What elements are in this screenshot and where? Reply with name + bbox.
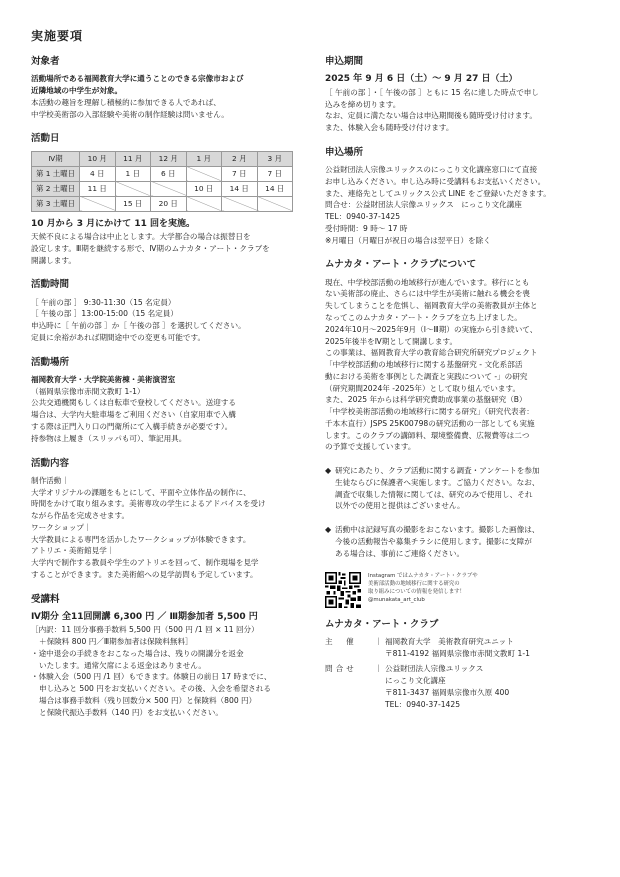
schedule-header-cell: 1 月 — [186, 151, 222, 166]
host-line: 〒811-4192 福岡県宗像市赤間文教町 1-1 — [385, 648, 530, 658]
schedule-cell-empty — [186, 166, 222, 181]
about-line: この事業は、福岡教育大学の教育総合研究所研究プロジェクト — [325, 348, 538, 358]
note-line: 活動中は記録写真の撮影をおこないます。撮影した画像は、 — [335, 525, 540, 535]
fee-line: ［内訳：11 回分事務手数料 5,500 円（500 円 /1 回 × 11 回分） — [31, 625, 259, 635]
place-line-1: 公共交通機関もしくは自転車で登校してください。送迎する — [31, 398, 237, 408]
fee-line: ・体験入会（500 円 /1 回）もできます。体験日の前日 17 時までに、 — [31, 672, 272, 682]
schedule-row — [32, 181, 293, 196]
about-line: の予算で支援しています。 — [325, 442, 416, 452]
note-line: 調査で収集した情報に関しては、研究のみで使用し、それ — [335, 489, 533, 499]
instagram-text — [368, 572, 478, 604]
about-line: します。このクラブの講師料、環境整備費、広報費等は二つ — [325, 430, 530, 440]
place-section — [31, 356, 306, 445]
note-line: 生徒ならびに保護者へ実施します。ご協力ください。なお、 — [335, 477, 540, 487]
instagram-line: Instagram ではムナカタ・アート・クラブや — [368, 572, 478, 579]
fee-headline: Ⅳ期分 全11回開講 6,300 円 ／ Ⅲ期参加者 5,500 円 — [31, 611, 258, 622]
period-section — [325, 55, 595, 134]
fee-section — [31, 593, 306, 719]
note-line: ある場合は、事前にご連絡ください。 — [335, 548, 465, 558]
place-address: （福岡県宗像市赤間文教町 1-1） — [31, 386, 145, 396]
fee-line: ・途中退会の手続きをおこなった場合は、残りの開講分を返金 — [31, 648, 244, 658]
about-section — [325, 258, 595, 453]
schedule-header-cell: 12 月 — [151, 151, 187, 166]
about-line: （研究期間2024年 -2025年）として取り組んでいます。 — [325, 383, 521, 393]
about-line: なってこのムナカタ・アート・クラブを立ち上げました。 — [325, 312, 522, 322]
schedule-cell: 11 日 — [80, 181, 116, 196]
diamond-icon: ◆ — [325, 525, 332, 535]
period-line: また、体験入会も随時受け付けます。 — [325, 123, 454, 133]
contact-row — [325, 663, 595, 710]
schedule-header-row — [32, 151, 293, 166]
fee-line: と保険代振込手数料（140 円）をお支払いください。 — [39, 707, 223, 717]
target-line-1: 本活動の趣旨を理解し積極的に参加できる人であれば、 — [31, 97, 221, 107]
note-line: 研究にあたり、クラブ活動に関する調査・アンケートを参加 — [335, 466, 540, 476]
right-column — [325, 55, 595, 722]
about-line: 2024年10月〜2025年9月（Ⅰ〜Ⅲ期）の実施から引き続いて、 — [325, 324, 538, 334]
time-section — [31, 278, 306, 343]
separator: ｜ — [375, 636, 383, 646]
about-line: 2025年後半をⅣ期として開講します。 — [325, 336, 458, 346]
fee-line: 場合は事務手数料（残り回数分× 500 円）と保険料（800 円） — [39, 696, 257, 705]
schedule-cell-empty — [222, 196, 258, 211]
fee-line: いたします。通常欠席による返金はありません。 — [39, 660, 206, 670]
instagram-line: 美術部活動の地域移行に関する研究の — [368, 580, 460, 587]
target-title: 対象者 — [31, 56, 60, 67]
apply-place-note: ※月曜日（月曜日が祝日の場合は翌平日）を除く — [325, 235, 491, 245]
note-research — [325, 465, 595, 512]
schedule-cell: 4 日 — [80, 166, 116, 181]
fee-line: 申し込みと 500 円をお支払いください。その後、入会を希望される — [39, 684, 271, 694]
schedule-row-label: 第 3 土曜日 — [32, 196, 80, 211]
schedule-summary: 10 月から 3 月にかけて 11 回を実施。 — [31, 218, 195, 229]
period-line: なお、定員に満たない場合は申込期間後も随時受け付けます。 — [325, 111, 538, 121]
period-line: 込みを締め切ります。 — [325, 99, 401, 109]
contact-label: 問合せ — [325, 664, 357, 674]
club-title: ムナカタ・アート・クラブ — [325, 618, 439, 630]
instagram-handle[interactable]: @munakata_art_club — [368, 596, 425, 603]
about-line: 現在、中学校部活動の地域移行が進んでいます。移行にとも — [325, 277, 530, 287]
host-row — [325, 636, 595, 660]
content-sub-1-line: 時間をかけて取り組みます。美術専攻の学生によるアドバイスを受け — [31, 499, 266, 509]
schedule-note-3: 開講します。 — [31, 255, 76, 265]
schedule-title: 活動日 — [31, 133, 60, 145]
apply-place-title: 申込場所 — [325, 146, 364, 158]
time-line-1: ［ 午前の部 ］ 9:30-11:30（15 名定員） — [31, 297, 176, 307]
schedule-header-cell: 10 月 — [80, 151, 116, 166]
instagram-block — [325, 572, 595, 608]
apply-place-line: また、連絡先としてユリックス公式 LINE をご登録いただきます。 — [325, 188, 551, 198]
place-title: 活動場所 — [31, 356, 70, 368]
schedule-cell-empty — [257, 196, 293, 211]
place-line-3: する際は正門入り口の門衛所にて入構手続きが必要です）。 — [31, 421, 233, 431]
schedule-cell: 7 日 — [257, 166, 293, 181]
separator: ｜ — [375, 664, 383, 674]
schedule-cell: 1 日 — [115, 166, 151, 181]
schedule-header-cell: 11 月 — [115, 151, 151, 166]
schedule-cell-empty — [186, 196, 222, 211]
schedule-cell: 15 日 — [115, 196, 151, 211]
period-title: 申込期間 — [325, 56, 364, 67]
content-sub-1-line: ながら作品を完成させます。 — [31, 511, 130, 521]
apply-place-line: お申し込みください。申し込み時に受講料もお支払いください。 — [325, 176, 546, 186]
diamond-icon: ◆ — [325, 466, 332, 476]
schedule-header-cell: 2 月 — [222, 151, 258, 166]
time-line-3: 申込時に［ 午前の部 ］か［ 午後の部 ］を選択してください。 — [31, 321, 246, 331]
schedule-cell-empty — [151, 181, 187, 196]
schedule-row — [32, 166, 293, 181]
contact-line: にっこり文化講座 — [385, 676, 446, 686]
schedule-cell-empty — [115, 181, 151, 196]
about-line: 「中学校部活動の地域移行に関する基盤研究 - 文化系部活 — [325, 360, 523, 370]
about-line: 動における美術を事例とした調査と実践について -」の研究 — [325, 371, 528, 381]
host-line: 福岡教育大学 美術教育研究ユニット — [385, 636, 514, 646]
target-lead-2: 近隣地域の中学生が対象。 — [31, 86, 123, 96]
content-section — [31, 457, 306, 581]
contact-line: TEL：0940-37-1425 — [385, 699, 461, 709]
about-line: 千本木直行）JSPS 25K00798の研究活動の一部としても実施 — [325, 418, 535, 428]
qr-code-icon[interactable] — [325, 572, 361, 608]
club-section — [325, 618, 595, 711]
schedule-row-label: 第 2 土曜日 — [32, 181, 80, 196]
schedule-header-cell: Ⅳ期 — [32, 151, 80, 166]
content-title: 活動内容 — [31, 457, 70, 469]
schedule-cell-empty — [80, 196, 116, 211]
fee-line: ＋保険料 800 円／Ⅲ期参加者は保険料無料］ — [39, 637, 193, 647]
apply-place-line: 公益財団法人宗像ユリックスのにっこり文化講座窓口にて直接 — [325, 165, 538, 175]
target-line-2: 中学校美術部の入部経験や美術の制作経験は問いません。 — [31, 109, 229, 119]
note-photo — [325, 524, 595, 559]
apply-place-line: 問合せ：公益財団法人宗像ユリックス にっこり文化講座 — [325, 200, 522, 210]
content-sub-2-line: 大学教員による専門を活かしたワークショップが体験できます。 — [31, 534, 251, 544]
schedule-note-1: 天候不良による場合は中止とします。大学都合の場合は振替日を — [31, 232, 251, 242]
apply-place-tel: TEL：0940-37-1425 — [325, 212, 401, 222]
schedule-cell: 20 日 — [151, 196, 187, 211]
place-name: 福岡教育大学・大学院美術棟・美術演習室 — [31, 374, 176, 384]
place-line-2: 場合は、大学内大駐車場をご利用ください（自家用車で入構 — [31, 410, 237, 420]
schedule-cell: 14 日 — [257, 181, 293, 196]
schedule-cell: 7 日 — [222, 166, 258, 181]
content-sub-3: アトリエ・美術館見学｜ — [31, 546, 115, 556]
period-line: ［ 午前の部 ］・［ 午後の部 ］ともに 15 名に達した時点で申し — [325, 87, 539, 97]
time-line-2: ［ 午後の部 ］13:00-15:00（15 名定員） — [31, 309, 178, 319]
apply-place-hours: 受付時間：9 時〜 17 時 — [325, 223, 408, 233]
content-sub-1-line: 大学オリジナルの課題をもとにして、平面や立体作品の制作に、 — [31, 487, 251, 497]
left-column — [31, 55, 306, 731]
contact-line: 〒811-3437 福岡県宗像市久原 400 — [385, 687, 510, 697]
fee-title: 受講料 — [31, 593, 60, 605]
page-title: 実施要項 — [31, 29, 84, 43]
note-line: 今後の活動報告や募集チラシに使用します。撮影に支障が — [335, 536, 532, 546]
content-sub-2: ワークショップ｜ — [31, 522, 92, 532]
note-line: 以外での使用と提供はございません。 — [335, 501, 465, 511]
schedule-section — [31, 132, 306, 266]
schedule-row — [32, 196, 293, 211]
content-sub-3-line: 大学内で制作する教員や学生のアトリエを回って、制作現場を見学 — [31, 558, 259, 568]
apply-place-section — [325, 146, 595, 247]
about-line: 失してしまうことを危惧し、福岡教育大学の美術教員が主体と — [325, 301, 538, 311]
schedule-cell: 10 日 — [186, 181, 222, 196]
about-line: また、2025 年からは科学研究費助成事業の基盤研究（B） — [325, 395, 527, 405]
content-sub-1: 制作活動｜ — [31, 475, 69, 485]
host-label: 主 催 — [325, 636, 357, 646]
schedule-cell: 14 日 — [222, 181, 258, 196]
target-lead-1: 活動場所である福岡教育大学に通うことのできる宗像市および — [31, 74, 244, 84]
time-title: 活動時間 — [31, 279, 70, 291]
period-dates: 2025 年 9 月 6 日（土）〜 9 月 27 日（土） — [325, 74, 518, 85]
target-section — [31, 55, 306, 120]
content-sub-3-line: することができます。また美術館への見学訪問も予定しています。 — [31, 569, 258, 579]
schedule-note-2: 設定します。Ⅲ期を継続する形で、Ⅳ期のムナカタ・アート・クラブを — [31, 243, 270, 253]
about-line: 「中学校美術部活動の地域移行に関する研究」（研究代表者： — [325, 407, 534, 417]
schedule-table — [31, 151, 293, 212]
schedule-header-cell: 3 月 — [257, 151, 293, 166]
schedule-row-label: 第 1 土曜日 — [32, 166, 80, 181]
schedule-cell: 6 日 — [151, 166, 187, 181]
place-line-4: 持参物は上履き（スリッパも可）、筆記用具。 — [31, 433, 187, 443]
instagram-line: 取り組みについての情報を発信します！ — [368, 588, 465, 595]
about-title: ムナカタ・アート・クラブについて — [325, 259, 477, 271]
time-line-4: 定員に余裕があれば期間途中での変更も可能です。 — [31, 332, 206, 342]
contact-line: 公益財団法人宗像ユリックス — [385, 664, 484, 674]
about-line: ない美術部の廃止、さらには中学生が美術に触れる機会を喪 — [325, 289, 531, 299]
